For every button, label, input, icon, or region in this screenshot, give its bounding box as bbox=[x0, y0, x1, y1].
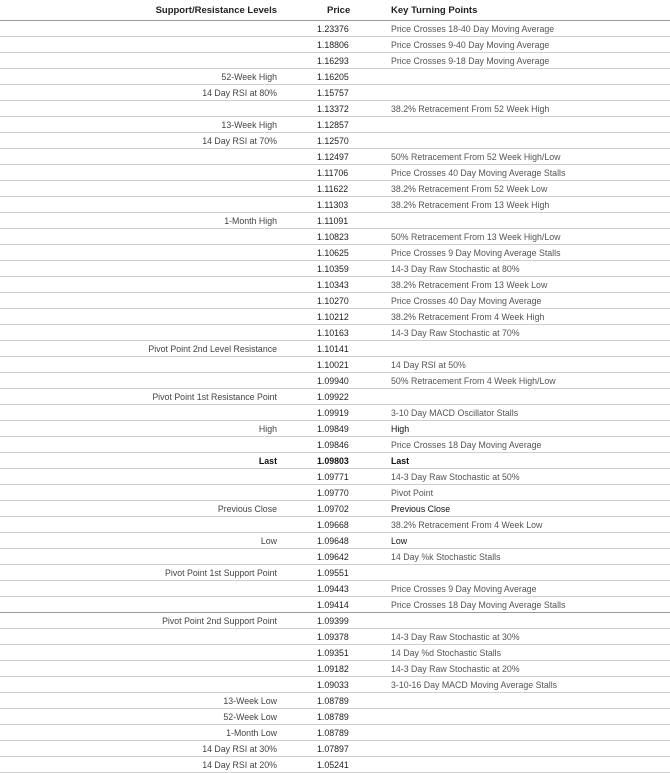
turning-point-cell: Pivot Point bbox=[383, 485, 670, 501]
turning-point-cell: High bbox=[383, 421, 670, 437]
level-cell bbox=[0, 101, 283, 117]
turning-point-cell bbox=[383, 341, 670, 357]
turning-point-cell bbox=[383, 565, 670, 581]
level-cell: 14 Day RSI at 80% bbox=[0, 85, 283, 101]
table-row bbox=[0, 437, 670, 453]
level-cell: Low bbox=[0, 533, 283, 549]
table-body bbox=[0, 21, 670, 773]
turning-point-cell: Price Crosses 9-18 Day Moving Average bbox=[383, 53, 670, 69]
price-cell: 1.11622 bbox=[283, 181, 383, 197]
turning-point-cell: Price Crosses 18 Day Moving Average bbox=[383, 437, 670, 453]
table-row bbox=[0, 133, 670, 149]
table-row bbox=[0, 229, 670, 245]
turning-point-cell: Price Crosses 40 Day Moving Average Stalls bbox=[383, 165, 670, 181]
table-row bbox=[0, 341, 670, 357]
level-cell bbox=[0, 373, 283, 389]
turning-point-cell: 38.2% Retracement From 52 Week High bbox=[383, 101, 670, 117]
price-cell: 1.09648 bbox=[283, 533, 383, 549]
table-row bbox=[0, 85, 670, 101]
level-cell: Previous Close bbox=[0, 501, 283, 517]
level-cell: 14 Day RSI at 70% bbox=[0, 133, 283, 149]
level-cell bbox=[0, 469, 283, 485]
price-cell: 1.09414 bbox=[283, 597, 383, 613]
table-row bbox=[0, 389, 670, 405]
table-row bbox=[0, 405, 670, 421]
table-row bbox=[0, 661, 670, 677]
level-cell bbox=[0, 149, 283, 165]
turning-point-cell: Price Crosses 9-40 Day Moving Average bbox=[383, 37, 670, 53]
price-cell: 1.10212 bbox=[283, 309, 383, 325]
turning-point-cell: Price Crosses 9 Day Moving Average bbox=[383, 581, 670, 597]
turning-point-cell bbox=[383, 613, 670, 629]
turning-point-cell: 14-3 Day Raw Stochastic at 70% bbox=[383, 325, 670, 341]
level-cell bbox=[0, 229, 283, 245]
level-cell bbox=[0, 245, 283, 261]
table-row bbox=[0, 53, 670, 69]
table-row bbox=[0, 421, 670, 437]
price-cell: 1.11706 bbox=[283, 165, 383, 181]
turning-point-cell: Price Crosses 40 Day Moving Average bbox=[383, 293, 670, 309]
table-row bbox=[0, 245, 670, 261]
level-cell: Pivot Point 1st Resistance Point bbox=[0, 389, 283, 405]
turning-point-cell: 14-3 Day Raw Stochastic at 20% bbox=[383, 661, 670, 677]
level-cell: 1-Month Low bbox=[0, 725, 283, 741]
level-cell bbox=[0, 165, 283, 181]
price-cell: 1.10163 bbox=[283, 325, 383, 341]
turning-point-cell bbox=[383, 709, 670, 725]
level-cell: 52-Week Low bbox=[0, 709, 283, 725]
level-cell bbox=[0, 581, 283, 597]
turning-point-cell: 3-10 Day MACD Oscillator Stalls bbox=[383, 405, 670, 421]
turning-point-cell bbox=[383, 117, 670, 133]
turning-point-cell: 3-10-16 Day MACD Moving Average Stalls bbox=[383, 677, 670, 693]
turning-point-cell: Low bbox=[383, 533, 670, 549]
level-cell: 14 Day RSI at 20% bbox=[0, 757, 283, 773]
price-cell: 1.07897 bbox=[283, 741, 383, 757]
table-row bbox=[0, 69, 670, 85]
level-cell: High bbox=[0, 421, 283, 437]
price-cell: 1.23376 bbox=[283, 21, 383, 37]
price-cell: 1.15757 bbox=[283, 85, 383, 101]
level-cell: Pivot Point 2nd Level Resistance bbox=[0, 341, 283, 357]
turning-point-cell bbox=[383, 725, 670, 741]
table-row bbox=[0, 373, 670, 389]
table-row bbox=[0, 165, 670, 181]
turning-point-cell: Price Crosses 9 Day Moving Average Stalls bbox=[383, 245, 670, 261]
turning-point-cell: Price Crosses 18-40 Day Moving Average bbox=[383, 21, 670, 37]
level-cell bbox=[0, 517, 283, 533]
price-cell: 1.09551 bbox=[283, 565, 383, 581]
price-cell: 1.10359 bbox=[283, 261, 383, 277]
level-cell bbox=[0, 53, 283, 69]
level-cell: Pivot Point 1st Support Point bbox=[0, 565, 283, 581]
turning-point-cell: 14-3 Day Raw Stochastic at 50% bbox=[383, 469, 670, 485]
levels-column-header: Support/Resistance Levels bbox=[0, 0, 283, 21]
table-row bbox=[0, 213, 670, 229]
price-cell: 1.09399 bbox=[283, 613, 383, 629]
price-cell: 1.09443 bbox=[283, 581, 383, 597]
price-cell: 1.10343 bbox=[283, 277, 383, 293]
table-row bbox=[0, 197, 670, 213]
table-row bbox=[0, 309, 670, 325]
turning-point-cell bbox=[383, 85, 670, 101]
turning-point-cell: 14 Day RSI at 50% bbox=[383, 357, 670, 373]
table-row bbox=[0, 21, 670, 37]
price-cell: 1.13372 bbox=[283, 101, 383, 117]
price-cell: 1.16293 bbox=[283, 53, 383, 69]
price-cell: 1.09940 bbox=[283, 373, 383, 389]
turning-point-cell bbox=[383, 741, 670, 757]
table-row bbox=[0, 501, 670, 517]
table-row bbox=[0, 549, 670, 565]
level-cell bbox=[0, 37, 283, 53]
table-row bbox=[0, 261, 670, 277]
table-row bbox=[0, 117, 670, 133]
table-row bbox=[0, 709, 670, 725]
price-cell: 1.12857 bbox=[283, 117, 383, 133]
table-row bbox=[0, 677, 670, 693]
price-cell: 1.10270 bbox=[283, 293, 383, 309]
table-row bbox=[0, 629, 670, 645]
level-cell bbox=[0, 325, 283, 341]
table-header bbox=[0, 0, 670, 21]
table-row bbox=[0, 533, 670, 549]
turning-point-cell: 50% Retracement From 13 Week High/Low bbox=[383, 229, 670, 245]
table-row bbox=[0, 597, 670, 613]
price-cell: 1.09771 bbox=[283, 469, 383, 485]
turning-point-cell: 14 Day %d Stochastic Stalls bbox=[383, 645, 670, 661]
turning-point-cell: Previous Close bbox=[383, 501, 670, 517]
level-cell bbox=[0, 293, 283, 309]
table-row bbox=[0, 453, 670, 469]
table-row bbox=[0, 613, 670, 629]
turning-point-cell: 14-3 Day Raw Stochastic at 30% bbox=[383, 629, 670, 645]
price-cell: 1.10823 bbox=[283, 229, 383, 245]
turning-point-cell bbox=[383, 133, 670, 149]
price-cell: 1.16205 bbox=[283, 69, 383, 85]
level-cell bbox=[0, 549, 283, 565]
level-cell bbox=[0, 277, 283, 293]
turning-point-cell: Price Crosses 18 Day Moving Average Stalls bbox=[383, 597, 670, 613]
price-cell: 1.08789 bbox=[283, 693, 383, 709]
level-cell bbox=[0, 677, 283, 693]
table-row bbox=[0, 37, 670, 53]
level-cell bbox=[0, 661, 283, 677]
price-cell: 1.09922 bbox=[283, 389, 383, 405]
price-cell: 1.09849 bbox=[283, 421, 383, 437]
turning-point-cell: Last bbox=[383, 453, 670, 469]
level-cell bbox=[0, 21, 283, 37]
turning-point-cell bbox=[383, 389, 670, 405]
price-cell: 1.11303 bbox=[283, 197, 383, 213]
price-cell: 1.09378 bbox=[283, 629, 383, 645]
price-cell: 1.10021 bbox=[283, 357, 383, 373]
turning-point-cell bbox=[383, 69, 670, 85]
price-cell: 1.05241 bbox=[283, 757, 383, 773]
price-cell: 1.11091 bbox=[283, 213, 383, 229]
level-cell: 14 Day RSI at 30% bbox=[0, 741, 283, 757]
price-column-header: Price bbox=[283, 0, 383, 21]
price-cell: 1.09803 bbox=[283, 453, 383, 469]
table-row bbox=[0, 581, 670, 597]
level-cell bbox=[0, 437, 283, 453]
turning-point-cell: 38.2% Retracement From 52 Week Low bbox=[383, 181, 670, 197]
turning-points-column-header: Key Turning Points bbox=[383, 0, 670, 21]
turning-point-cell: 38.2% Retracement From 13 Week Low bbox=[383, 277, 670, 293]
level-cell bbox=[0, 597, 283, 613]
table-row bbox=[0, 741, 670, 757]
turning-point-cell: 38.2% Retracement From 13 Week High bbox=[383, 197, 670, 213]
price-cell: 1.12497 bbox=[283, 149, 383, 165]
turning-point-cell bbox=[383, 693, 670, 709]
price-cell: 1.09846 bbox=[283, 437, 383, 453]
level-cell bbox=[0, 405, 283, 421]
table-row bbox=[0, 517, 670, 533]
header-row bbox=[0, 0, 670, 21]
level-cell bbox=[0, 197, 283, 213]
turning-point-cell bbox=[383, 213, 670, 229]
price-cell: 1.09642 bbox=[283, 549, 383, 565]
level-cell bbox=[0, 309, 283, 325]
price-cell: 1.09919 bbox=[283, 405, 383, 421]
turning-point-cell: 14 Day %k Stochastic Stalls bbox=[383, 549, 670, 565]
table-row bbox=[0, 565, 670, 581]
table-row bbox=[0, 293, 670, 309]
price-cell: 1.10141 bbox=[283, 341, 383, 357]
table-row bbox=[0, 757, 670, 773]
level-cell bbox=[0, 485, 283, 501]
price-cell: 1.08789 bbox=[283, 709, 383, 725]
level-cell: 52-Week High bbox=[0, 69, 283, 85]
level-cell bbox=[0, 357, 283, 373]
turning-point-cell: 50% Retracement From 4 Week High/Low bbox=[383, 373, 670, 389]
level-cell: 13-Week Low bbox=[0, 693, 283, 709]
turning-point-cell bbox=[383, 757, 670, 773]
price-cell: 1.12570 bbox=[283, 133, 383, 149]
price-cell: 1.09668 bbox=[283, 517, 383, 533]
level-cell bbox=[0, 261, 283, 277]
table-row bbox=[0, 181, 670, 197]
price-cell: 1.09702 bbox=[283, 501, 383, 517]
price-cell: 1.08789 bbox=[283, 725, 383, 741]
price-cell: 1.09351 bbox=[283, 645, 383, 661]
table-row bbox=[0, 357, 670, 373]
price-cell: 1.09033 bbox=[283, 677, 383, 693]
level-cell bbox=[0, 629, 283, 645]
table-row bbox=[0, 485, 670, 501]
table-row bbox=[0, 101, 670, 117]
level-cell: Last bbox=[0, 453, 283, 469]
price-cell: 1.10625 bbox=[283, 245, 383, 261]
level-cell: 1-Month High bbox=[0, 213, 283, 229]
turning-point-cell: 38.2% Retracement From 4 Week High bbox=[383, 309, 670, 325]
level-cell bbox=[0, 181, 283, 197]
level-cell: Pivot Point 2nd Support Point bbox=[0, 613, 283, 629]
price-cell: 1.09770 bbox=[283, 485, 383, 501]
table-row bbox=[0, 277, 670, 293]
table-row bbox=[0, 469, 670, 485]
table-row bbox=[0, 693, 670, 709]
table-row bbox=[0, 725, 670, 741]
table-row bbox=[0, 325, 670, 341]
table-row bbox=[0, 149, 670, 165]
level-cell: 13-Week High bbox=[0, 117, 283, 133]
price-cell: 1.09182 bbox=[283, 661, 383, 677]
turning-point-cell: 38.2% Retracement From 4 Week Low bbox=[383, 517, 670, 533]
level-cell bbox=[0, 645, 283, 661]
turning-point-cell: 50% Retracement From 52 Week High/Low bbox=[383, 149, 670, 165]
price-cell: 1.18806 bbox=[283, 37, 383, 53]
table-row bbox=[0, 645, 670, 661]
turning-point-cell: 14-3 Day Raw Stochastic at 80% bbox=[383, 261, 670, 277]
